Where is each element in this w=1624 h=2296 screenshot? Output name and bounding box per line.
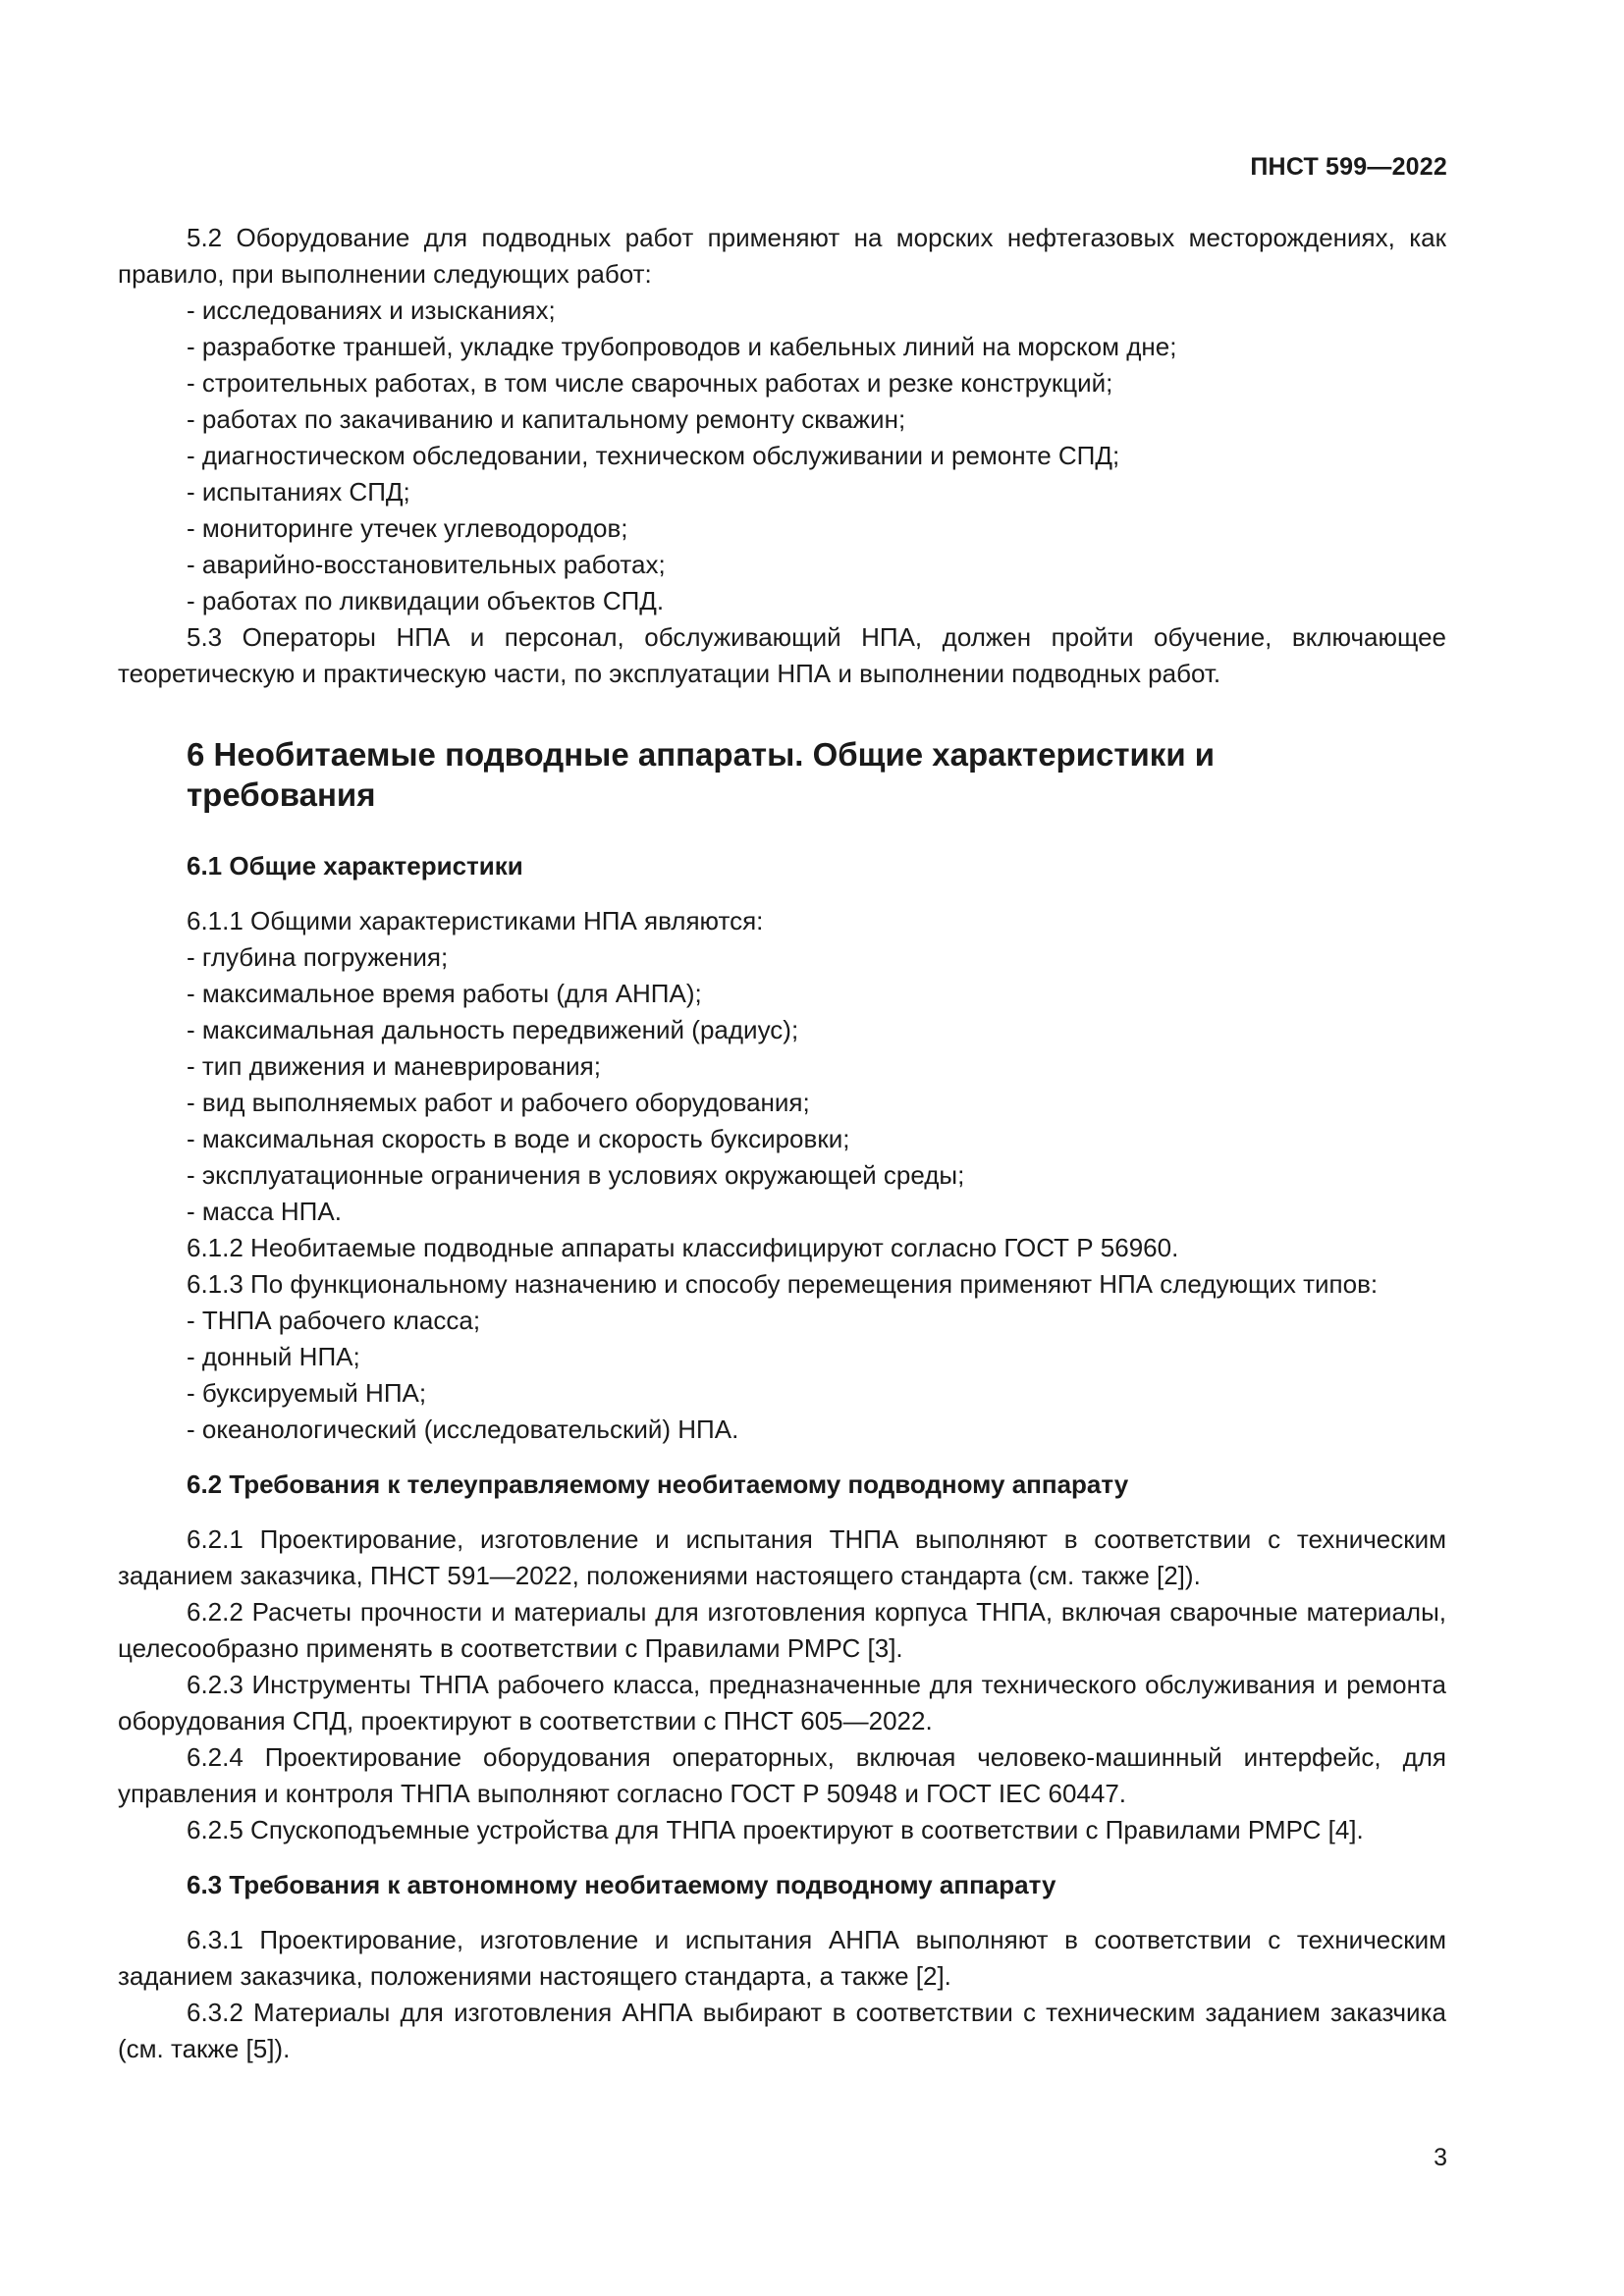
document-body [118, 220, 1446, 2067]
list-item: - разработке траншей, укладке трубопроводов и кабельных линий на морском дне; [187, 332, 1177, 361]
list-item: - работах по закачиванию и капитальному ремонту скважин; [187, 404, 906, 434]
list-item: - глубина погружения; [187, 942, 449, 972]
list-item: - строительных работах, в том числе сварочных работах и резке конструкций; [187, 368, 1113, 398]
subsection-heading-6-3: 6.3 Требования к автономному необитаемому подводному аппарату [187, 1870, 1056, 1899]
subsection-heading-6-2: 6.2 Требования к телеуправляемому необитаемому подводному аппарату [187, 1469, 1129, 1499]
document-header: ПНСТ 599—2022 [1250, 153, 1447, 181]
paragraph-6-2-5: 6.2.5 Спускоподъемные устройства для ТНПА проектируют в соответствии с Правилами РМРС [4]. [187, 1815, 1364, 1844]
paragraph-5-2: 5.2 Оборудование для подводных работ применяют на морских нефтегазовых месторождениях, как правило, при выполнении следующих работ: [118, 223, 1446, 289]
list-item: - аварийно-восстановительных работах; [187, 550, 666, 579]
list-item: - максимальная дальность передвижений (радиус); [187, 1015, 799, 1044]
list-item: - вид выполняемых работ и рабочего оборудования; [187, 1088, 810, 1117]
paragraph-6-3-1: 6.3.1 Проектирование, изготовление и испытания АНПА выполняют в соответствии с техническим заданием заказчика, положениями настоящего стандарта, а также [2]. [118, 1925, 1446, 1991]
paragraph-6-2-4: 6.2.4 Проектирование оборудования операторных, включая человеко-машинный интерфейс, для управления и контроля ТНПА выполняют согласно ГОСТ Р 50948 и ГОСТ IEC 60447. [118, 1742, 1446, 1808]
list-item: - работах по ликвидации объектов СПД. [187, 586, 665, 615]
list-item: - океанологический (исследовательский) НПА. [187, 1415, 739, 1444]
list-item: - исследованиях и изысканиях; [187, 295, 556, 325]
list-item: - максимальное время работы (для АНПА); [187, 979, 702, 1008]
list-item: - диагностическом обследовании, техническом обслуживании и ремонте СПД; [187, 441, 1120, 470]
paragraph-6-1-1: 6.1.1 Общими характеристиками НПА являются: [187, 906, 764, 935]
list-item: - эксплуатационные ограничения в условиях окружающей среды; [187, 1160, 965, 1190]
subsection-heading-6-1: 6.1 Общие характеристики [187, 851, 523, 881]
list-item: - максимальная скорость в воде и скорость буксировки; [187, 1124, 850, 1153]
list-item: - тип движения и маневрирования; [187, 1051, 601, 1081]
list-item: - испытаниях СПД; [187, 477, 410, 507]
list-item: - ТНПА рабочего класса; [187, 1306, 481, 1335]
paragraph-6-2-1: 6.2.1 Проектирование, изготовление и испытания ТНПА выполняют в соответствии с техническим заданием заказчика, ПНСТ 591—2022, положениями настоящего стандарта (см. также [2]). [118, 1524, 1446, 1590]
section-heading-6: 6 Необитаемые подводные аппараты. Общие характеристики и требования [187, 736, 1216, 813]
paragraph-6-3-2: 6.3.2 Материалы для изготовления АНПА выбирают в соответствии с техническим заданием заказчика (см. также [5]). [118, 1998, 1446, 2063]
paragraph-6-2-3: 6.2.3 Инструменты ТНПА рабочего класса, предназначенные для технического обслуживания и ремонта оборудования СПД, проектируют в соответствии с ПНСТ 605—2022. [118, 1670, 1446, 1735]
list-item: - донный НПА; [187, 1342, 360, 1371]
paragraph-5-3: 5.3 Операторы НПА и персонал, обслуживающий НПА, должен пройти обучение, включающее теоретическую и практическую части, по эксплуатации НПА и выполнении подводных работ. [118, 622, 1446, 688]
page-number: 3 [1434, 2144, 1447, 2171]
list-item: - масса НПА. [187, 1197, 342, 1226]
list-item: - буксируемый НПА; [187, 1378, 427, 1408]
paragraph-6-1-3: 6.1.3 По функциональному назначению и способу перемещения применяют НПА следующих типов: [187, 1269, 1379, 1299]
list-item: - мониторинге утечек углеводородов; [187, 513, 628, 543]
paragraph-6-2-2: 6.2.2 Расчеты прочности и материалы для изготовления корпуса ТНПА, включая сварочные материалы, целесообразно применять в соответствии с Правилами РМРС [3]. [118, 1597, 1446, 1663]
paragraph-6-1-2: 6.1.2 Необитаемые подводные аппараты классифицируют согласно ГОСТ Р 56960. [187, 1233, 1179, 1262]
